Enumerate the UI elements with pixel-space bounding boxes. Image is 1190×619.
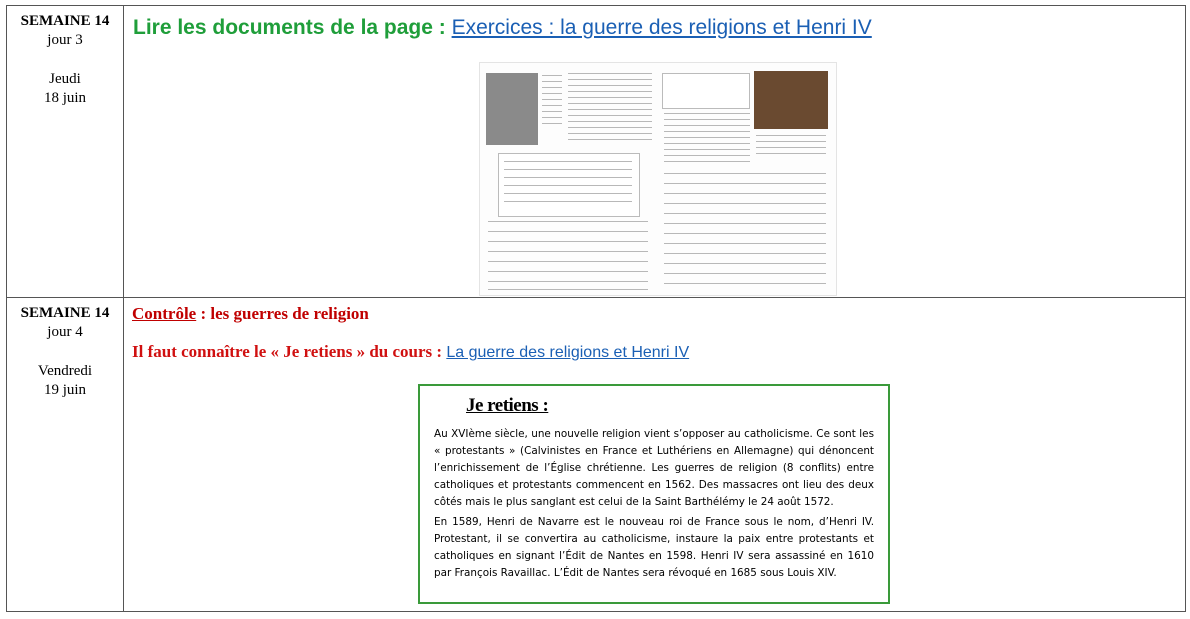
- thumbnail-left-page: [486, 69, 654, 289]
- exercises-link[interactable]: Exercices : la guerre des religions et Henri IV: [451, 16, 872, 39]
- thumbnail-right-page: [662, 69, 830, 289]
- schedule-table: [6, 5, 1186, 612]
- painting-image: [754, 71, 828, 129]
- schedule-row-day3: [7, 6, 1186, 298]
- schedule-row-day4: [7, 298, 1186, 612]
- day-label: jour 4: [47, 324, 83, 340]
- instruction-text: Lire les documents de la page :: [133, 16, 452, 39]
- content-cell: [124, 298, 1186, 612]
- day-label: jour 3: [47, 32, 83, 48]
- control-topic: : les guerres de religion: [196, 304, 369, 323]
- retiens-paragraph-1: Au XVIème siècle, une nouvelle religion vient s’opposer au catholicisme. Ce sont les « protestants » (Calvinistes en France et Luthériens en Allemagne) qui dénoncent l’enrichissement de l’Église chrétienne. Les guerres de religion (8 conflits) entre catholiques et protestants commencent en 1562. Des massacres ont lieu des deux côtés mais le plus sanglant est celui de la Saint Barthélémy le 24 août 1572.: [434, 428, 874, 508]
- control-word: Contrôle: [132, 304, 197, 323]
- content-cell: [124, 6, 1186, 298]
- date-cell: [7, 298, 124, 612]
- weekday-label: Jeudi: [49, 71, 81, 87]
- study-text: Il faut connaître le « Je retiens » du cours :: [132, 342, 447, 361]
- je-retiens-box: [418, 384, 890, 604]
- date-label: 19 juin: [43, 382, 87, 398]
- exercise-page-thumbnail: [479, 62, 837, 296]
- control-heading: [132, 304, 369, 324]
- study-instruction: [132, 342, 689, 362]
- week-label: SEMAINE 14: [20, 13, 110, 29]
- engraving-image: [486, 73, 538, 145]
- date-label: 18 juin: [43, 90, 87, 106]
- edict-box: [662, 73, 750, 109]
- date-cell: [7, 6, 124, 298]
- retiens-paragraph-2: En 1589, Henri de Navarre est le nouveau roi de France sous le nom, d’Henri IV. Protestant, il se convertira au catholicisme, instaure la paix entre protestants et catholiques en signant l’Édit de Nantes en 1598. Henri IV sera assassiné en 1610 par François Ravaillac. L’Édit de Nantes sera révoqué en 1685 sous Louis XIV.: [434, 516, 874, 579]
- je-retiens-title: Je retiens :: [466, 395, 549, 416]
- reading-instruction: [133, 16, 872, 40]
- lesson-link[interactable]: La guerre des religions et Henri IV: [446, 344, 690, 361]
- week-label: SEMAINE 14: [20, 305, 110, 321]
- weekday-label: Vendredi: [37, 363, 93, 379]
